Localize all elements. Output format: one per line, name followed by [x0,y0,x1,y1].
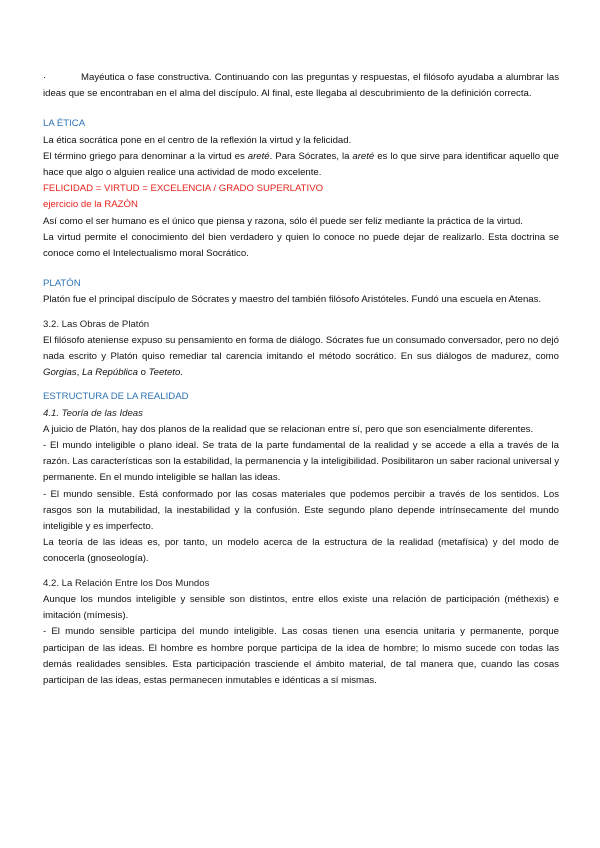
etica-p2-text-c: es lo que sirve para identificar aquello que hace que algo o alguien realice una actividad de modo excelente. [43,150,559,179]
obra-republica: La República [81,367,138,379]
estructura-paragraph-4: La teoría de las ideas es, por tanto, un modelo acerca de la estructura de la realidad (metafísica) y del modo de conocerla (gnoseología). [43,537,559,565]
platon-paragraph-1: Platón fue el principal discípulo de Sócrates y maestro del también filósofo Aristóteles. Fundó una escuela en Atenas. [43,294,542,306]
estructura-heading: ESTRUCTURA DE LA REALIDAD [43,391,189,403]
estructura-paragraph-2: - El mundo inteligible o plano ideal. Se trata de la parte fundamental de la realidad y se accede a ella a través de la razón. Las características son la estabilidad, la permanencia y la inteligibilidad. Posibilitaron un saber racional universal y permanente. En el mundo inteligible se hallan las ideas. [43,440,559,484]
etica-heading: LA ÉTICA [43,118,86,130]
relacion-heading: 4.2. La Relación Entre los Dos Mundos [43,577,210,589]
obras-conjunction: o [137,367,149,379]
obras-separator: , [76,367,82,379]
mayeutica-text: Mayéutica o fase constructiva. Continuando con las preguntas y respuestas, el filósofo ayudaba a alumbrar las ideas que se encontraban en el alma del discípulo. Al final, este llegaba al descubrimiento de la definición correcta. [43,72,559,100]
teoria-heading [43,406,559,422]
obra-gorgias: Gorgias [43,367,77,379]
mayeutica-paragraph [43,70,559,102]
etica-paragraph-4: La virtud permite el conocimiento del bien verdadero y quien lo conoce no puede dejar de realizarlo. Esta doctrina se conoce como el Intelectualismo moral Socrático. [43,231,559,260]
obras-text: El filósofo ateniense expuso su pensamiento en forma de diálogo. Sócrates fue un consumado conversador, pero no dejó nada escrito y Platón quiso remediar tal carencia imitando el método socrático. En sus diálogos de madurez, como [43,334,559,363]
areté-term-2: areté [352,150,375,162]
etica-paragraph-1: La ética socrática pone en el centro de la reflexión la virtud y la felicidad. [43,134,352,146]
bullet-icon: · [43,72,47,83]
obra-teeteto: Teeteto [148,367,181,379]
estructura-paragraph-3: - El mundo sensible. Está conformado por las cosas materiales que podemos percibir a través de los sentidos. Los rasgos son la mutabilidad, la inestabilidad y la confusión. Este segundo plano depende intrínsecamente del mundo inteligible y es imperfecto. [43,488,559,533]
felicidad-formula: FELICIDAD = VIRTUD = EXCELENCIA / GRADO SUPERLATIVO [43,183,324,195]
areté-term-1: areté [247,150,270,162]
razon-heading: ejercicio de la RAZÓN [43,199,138,211]
obras-heading: 3.2. Las Obras de Platón [43,318,150,330]
relacion-paragraph-1: Aunque los mundos inteligible y sensible son distintos, entre ellos existe una relación de participación (méthexis) e imitación (mímesis). [43,593,559,622]
obras-paragraph [43,333,559,382]
obras-end: . [180,367,183,379]
relacion-paragraph-2: - El mundo sensible participa del mundo inteligible. Las cosas tienen una esencia unitaria y permanente, porque participan de las ideas. El hombre es hombre porque participa de la idea de hombre; lo mismo sucede con todas las demás realidades sensibles. Esta participación trasciende el ámbito material, de tal manera que, cuando las cosas participan de las ideas, estas permanecen inmutables e idénticas a sí mismas. [43,626,559,686]
etica-paragraph-3: Así como el ser humano es el único que piensa y razona, sólo él puede ser feliz mediante la práctica de la virtud. [43,215,523,227]
platon-heading: PLATÓN [43,278,81,290]
etica-p2-text-a: El término griego para denominar a la virtud es [43,150,248,162]
etica-paragraph-2 [43,149,559,181]
teoria-heading-text: 4.1. Teoría de las Ideas [43,407,143,419]
page-content [43,70,559,689]
estructura-paragraph-1: A juicio de Platón, hay dos planos de la realidad que se relacionan entre sí, pero que son esencialmente diferentes. [43,423,534,435]
etica-p2-text-b: . Para Sócrates, la [269,150,353,162]
